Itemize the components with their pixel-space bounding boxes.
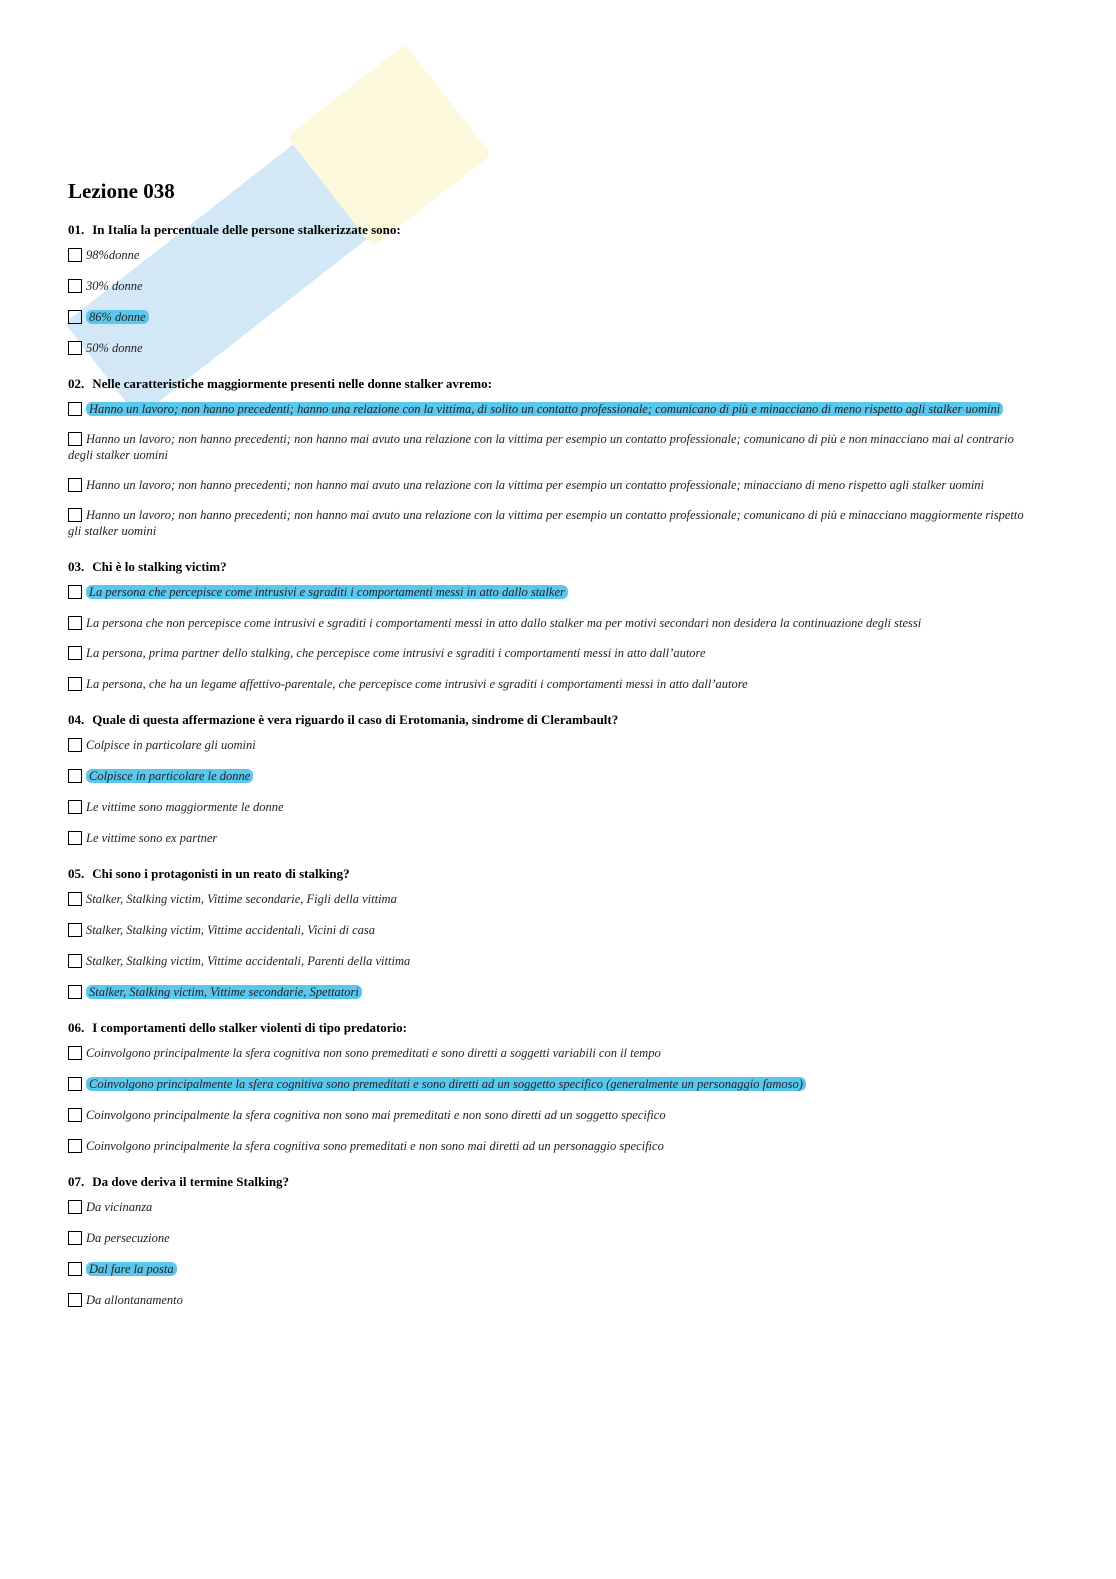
question-block bbox=[68, 559, 1028, 692]
answer-text: Da allontanamento bbox=[86, 1293, 183, 1307]
question-text bbox=[68, 866, 1028, 882]
questions-list bbox=[68, 222, 1028, 1308]
question-block bbox=[68, 866, 1028, 1000]
checkbox-icon[interactable] bbox=[68, 585, 82, 599]
question-label: Chi sono i protagonisti in un reato di stalking? bbox=[92, 866, 350, 881]
answer-option[interactable] bbox=[68, 737, 1028, 753]
answer-option[interactable] bbox=[68, 676, 1028, 692]
answer-text: Coinvolgono principalmente la sfera cognitiva non sono mai premeditati e non sono diretti ad un soggetto specifico bbox=[86, 1108, 666, 1122]
answer-option[interactable] bbox=[68, 278, 1028, 294]
answer-option[interactable] bbox=[68, 799, 1028, 815]
answer-text: Da persecuzione bbox=[86, 1231, 170, 1245]
answer-option[interactable] bbox=[68, 1292, 1028, 1308]
answer-option[interactable] bbox=[68, 984, 1028, 1000]
answer-option[interactable] bbox=[68, 1261, 1028, 1277]
question-number: 03. bbox=[68, 559, 85, 574]
answer-text: Stalker, Stalking victim, Vittime accidentali, Parenti della vittima bbox=[86, 954, 411, 968]
checkbox-icon[interactable] bbox=[68, 1231, 82, 1245]
answer-option[interactable] bbox=[68, 507, 1028, 539]
answer-text: 30% donne bbox=[86, 279, 143, 293]
highlighted-answer-text: Colpisce in particolare le donne bbox=[86, 769, 253, 783]
checkbox-icon[interactable] bbox=[68, 831, 82, 845]
answer-option[interactable] bbox=[68, 340, 1028, 356]
question-text bbox=[68, 1174, 1028, 1190]
highlighted-answer-text: 86% donne bbox=[86, 310, 149, 324]
lesson-title: Lezione 038 bbox=[68, 179, 175, 203]
answer-option[interactable] bbox=[68, 768, 1028, 784]
checkbox-icon[interactable] bbox=[68, 1262, 82, 1276]
checkbox-icon[interactable] bbox=[68, 1077, 82, 1091]
checkbox-icon[interactable] bbox=[68, 1139, 82, 1153]
checkbox-icon[interactable] bbox=[68, 985, 82, 999]
answer-option[interactable] bbox=[68, 1076, 1028, 1092]
checkbox-icon[interactable] bbox=[68, 616, 82, 630]
question-label: I comportamenti dello stalker violenti di tipo predatorio: bbox=[92, 1020, 407, 1035]
checkbox-icon[interactable] bbox=[68, 892, 82, 906]
question-text bbox=[68, 712, 1028, 728]
answer-option[interactable] bbox=[68, 247, 1028, 263]
answer-option[interactable] bbox=[68, 830, 1028, 846]
highlighted-answer-text: Stalker, Stalking victim, Vittime secondarie, Spettatori bbox=[86, 985, 362, 999]
checkbox-icon[interactable] bbox=[68, 1200, 82, 1214]
highlighted-answer-text: Hanno un lavoro; non hanno precedenti; hanno una relazione con la vittima, di solito un contatto professionale; comunicano di più e minacciano di meno rispetto agli stalker uomini bbox=[86, 402, 1003, 416]
answer-option[interactable] bbox=[68, 1199, 1028, 1215]
answer-option[interactable] bbox=[68, 1230, 1028, 1246]
checkbox-icon[interactable] bbox=[68, 923, 82, 937]
answer-option[interactable] bbox=[68, 1045, 1028, 1061]
answer-text: Le vittime sono maggiormente le donne bbox=[86, 800, 284, 814]
checkbox-icon[interactable] bbox=[68, 1046, 82, 1060]
question-label: Da dove deriva il termine Stalking? bbox=[92, 1174, 290, 1189]
question-block bbox=[68, 376, 1028, 539]
checkbox-icon[interactable] bbox=[68, 646, 82, 660]
checkbox-icon[interactable] bbox=[68, 432, 82, 446]
answer-text: Stalker, Stalking victim, Vittime accidentali, Vicini di casa bbox=[86, 923, 376, 937]
answer-option[interactable] bbox=[68, 401, 1028, 417]
answer-option[interactable] bbox=[68, 477, 1028, 493]
answer-option[interactable] bbox=[68, 615, 1028, 631]
checkbox-icon[interactable] bbox=[68, 341, 82, 355]
question-number: 07. bbox=[68, 1174, 85, 1189]
checkbox-icon[interactable] bbox=[68, 279, 82, 293]
question-number: 02. bbox=[68, 376, 85, 391]
answer-text: Coinvolgono principalmente la sfera cognitiva sono premeditati e non sono mai diretti ad un personaggio specifico bbox=[86, 1139, 664, 1153]
question-label: Chi è lo stalking victim? bbox=[92, 559, 227, 574]
answer-option[interactable] bbox=[68, 891, 1028, 907]
answer-text: Hanno un lavoro; non hanno precedenti; non hanno mai avuto una relazione con la vittima per esempio un contatto professionale; comunicano di più e minacciano maggiormente rispetto gli stalker uomini bbox=[68, 508, 1024, 538]
highlighted-answer-text: La persona che percepisce come intrusivi e sgraditi i comportamenti messi in atto dallo stalker bbox=[86, 585, 568, 599]
checkbox-icon[interactable] bbox=[68, 677, 82, 691]
checkbox-icon[interactable] bbox=[68, 1293, 82, 1307]
question-block bbox=[68, 712, 1028, 846]
checkbox-icon[interactable] bbox=[68, 508, 82, 522]
answer-option[interactable] bbox=[68, 309, 1028, 325]
answer-option[interactable] bbox=[68, 1107, 1028, 1123]
answer-text: Coinvolgono principalmente la sfera cognitiva non sono premeditati e sono diretti a soggetti variabili con il tempo bbox=[86, 1046, 661, 1060]
answer-text: Colpisce in particolare gli uomini bbox=[86, 738, 256, 752]
checkbox-icon[interactable] bbox=[68, 769, 82, 783]
question-number: 01. bbox=[68, 222, 85, 237]
checkbox-icon[interactable] bbox=[68, 738, 82, 752]
answer-text: Da vicinanza bbox=[86, 1200, 153, 1214]
answer-text: Le vittime sono ex partner bbox=[86, 831, 218, 845]
question-label: In Italia la percentuale delle persone stalkerizzate sono: bbox=[92, 222, 401, 237]
question-number: 04. bbox=[68, 712, 85, 727]
question-number: 06. bbox=[68, 1020, 85, 1035]
checkbox-icon[interactable] bbox=[68, 310, 82, 324]
document-page bbox=[68, 178, 1028, 1328]
question-label: Quale di questa affermazione è vera riguardo il caso di Erotomania, sindrome di Clerambault? bbox=[92, 712, 619, 727]
checkbox-icon[interactable] bbox=[68, 954, 82, 968]
question-label: Nelle caratteristiche maggiormente presenti nelle donne stalker avremo: bbox=[92, 376, 492, 391]
answer-option[interactable] bbox=[68, 645, 1028, 661]
checkbox-icon[interactable] bbox=[68, 1108, 82, 1122]
answer-text: 98%donne bbox=[86, 248, 140, 262]
checkbox-icon[interactable] bbox=[68, 402, 82, 416]
highlighted-answer-text: Coinvolgono principalmente la sfera cognitiva sono premeditati e sono diretti ad un soggetto specifico (generalmente un personaggio famoso) bbox=[86, 1077, 806, 1091]
question-text bbox=[68, 376, 1028, 392]
answer-option[interactable] bbox=[68, 1138, 1028, 1154]
checkbox-icon[interactable] bbox=[68, 800, 82, 814]
answer-text: La persona, prima partner dello stalking, che percepisce come intrusivi e sgraditi i comportamenti messi in atto dall’autore bbox=[86, 646, 706, 660]
answer-option[interactable] bbox=[68, 584, 1028, 600]
question-text bbox=[68, 222, 1028, 238]
checkbox-icon[interactable] bbox=[68, 248, 82, 262]
highlighted-answer-text: Dal fare la posta bbox=[86, 1262, 177, 1276]
checkbox-icon[interactable] bbox=[68, 478, 82, 492]
answer-text: Stalker, Stalking victim, Vittime secondarie, Figli della vittima bbox=[86, 892, 397, 906]
question-number: 05. bbox=[68, 866, 85, 881]
answer-text: La persona, che ha un legame affettivo-parentale, che percepisce come intrusivi e sgraditi i comportamenti messi in atto dall’autore bbox=[86, 677, 748, 691]
question-text bbox=[68, 559, 1028, 575]
answer-text: La persona che non percepisce come intrusivi e sgraditi i comportamenti messi in atto dallo stalker ma per motivi secondari non desidera la continuazione degli stessi bbox=[86, 616, 922, 630]
answer-text: Hanno un lavoro; non hanno precedenti; non hanno mai avuto una relazione con la vittima per esempio un contatto professionale; minacciano di meno rispetto agli stalker uomini bbox=[86, 478, 985, 492]
answer-option[interactable] bbox=[68, 922, 1028, 938]
answer-text: Hanno un lavoro; non hanno precedenti; non hanno mai avuto una relazione con la vittima per esempio un contatto professionale; comunicano di più e non minacciano mai al contrario degli stalker uomini bbox=[68, 432, 1014, 462]
question-block bbox=[68, 1174, 1028, 1308]
question-block bbox=[68, 1020, 1028, 1154]
question-block bbox=[68, 222, 1028, 356]
answer-option[interactable] bbox=[68, 953, 1028, 969]
answer-option[interactable] bbox=[68, 431, 1028, 463]
answer-text: 50% donne bbox=[86, 341, 143, 355]
question-text bbox=[68, 1020, 1028, 1036]
